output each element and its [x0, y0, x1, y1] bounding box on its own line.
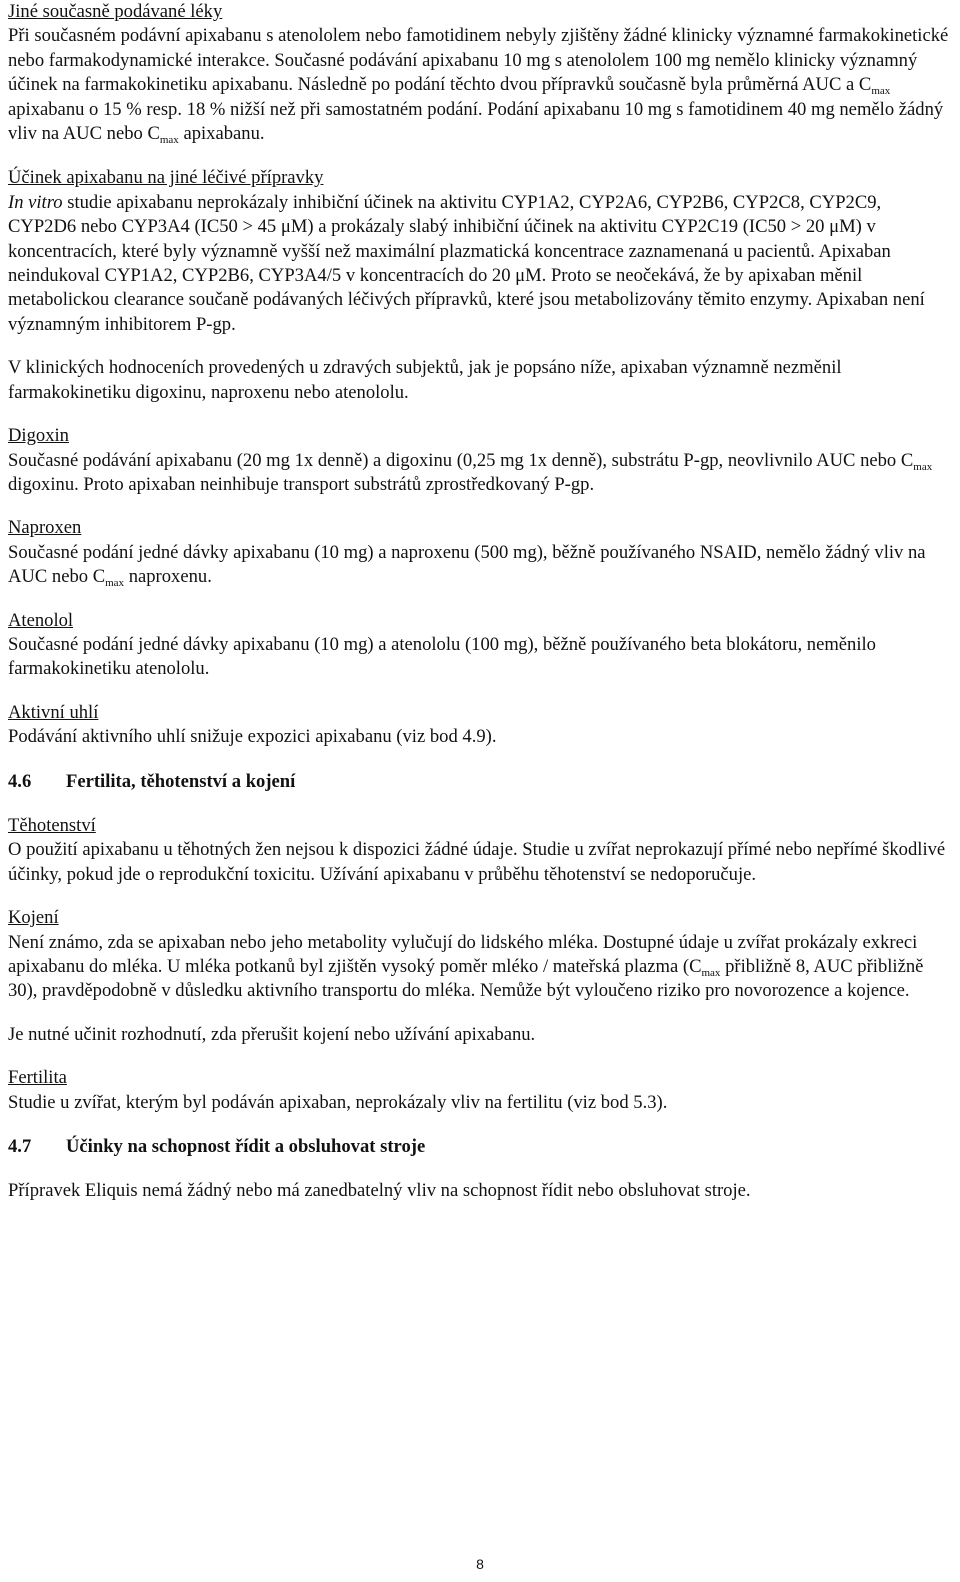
subheading-digoxin: Digoxin [8, 425, 69, 447]
text-run: apixabanu o 15 % resp. 18 % nižší než při samostatném podání. Podání apixabanu 10 mg s famotidinem 40 mg nemělo žádný vliv na AUC nebo C [8, 98, 944, 145]
paragraph-driving: Přípravek Eliquis nemá žádný nebo má zanedbatelný vliv na schopnost řídit nebo obsluhovat stroje. [8, 1180, 751, 1202]
subheading-pregnancy: Těhotenství [8, 814, 96, 836]
section-naproxen [8, 516, 953, 589]
section-heading-4-6 [8, 770, 953, 794]
section-fertility [8, 1066, 953, 1115]
subheading-atenolol: Atenolol [8, 609, 74, 631]
paragraph-charcoal: Podávání aktivního uhlí snižuje expozici apixabanu (viz bod 4.9). [8, 726, 497, 748]
section-digoxin [8, 424, 953, 497]
section-atenolol [8, 609, 953, 682]
text-run: Současné podávání apixabanu (20 mg 1x denně) a digoxinu (0,25 mg 1x denně), substrátu P-gp, neovlivnilo AUC nebo C [8, 449, 914, 471]
text-run: naproxenu. [124, 566, 212, 588]
section-title: Účinky na schopnost řídit a obsluhovat stroje [66, 1136, 426, 1158]
subscript: max [913, 460, 933, 473]
section-pregnancy [8, 814, 953, 887]
section-title: Fertilita, těhotenství a kojení [66, 770, 296, 792]
paragraph-effect [8, 191, 953, 337]
text-run-italic: In vitro [8, 191, 63, 213]
paragraph-decision: Je nutné učinit rozhodnutí, zda přerušit kojení nebo užívání apixabanu. [8, 1023, 536, 1045]
subheading-breastfeeding: Kojení [8, 907, 59, 929]
paragraph-atenolol: Současné podání jedné dávky apixabanu (10 mg) a atenololu (100 mg), běžně používaného beta blokátoru, neměnilo farmakokinetiku atenololu. [8, 633, 876, 680]
paragraph-digoxin [8, 449, 953, 498]
page-number: 8 [476, 1556, 484, 1572]
text-run: studie apixabanu neprokázaly inhibiční účinek na aktivitu CYP1A2, CYP2A6, CYP2B6, CYP2C8, CYP2C9, CYP2D6 nebo CYP3A4 (IC50 > 45 μM) a prokázaly slabý inhibiční účinek na aktivitu CYP2C19 (IC50 > 20 μM) v koncentracích, které byly významně vyšší než maximální plazmatická koncentrace zaznamenaná u pacientů. Apixaban neindukoval CYP1A2, CYP2B6, CYP3A4/5 v koncentracích do 20 μM. Proto se neočekává, že by apixaban měnil metabolickou clearance součaně podávaných léčivých přípravků, které jsou metabolizovány těmito enzymy. Apixaban není významným inhibitorem P-gp. [8, 191, 925, 335]
paragraph-pregnancy: O použití apixabanu u těhotných žen nejsou k dispozici žádné údaje. Studie u zvířat neprokazují přímé nebo nepřímé škodlivé účinky, pokud jde o reprodukční toxicitu. Užívání apixabanu v průběhu těhotenství se nedoporučuje. [8, 839, 946, 885]
paragraph-breastfeeding [8, 931, 953, 1004]
text-run: Při současném podávní apixabanu s atenololem nebo famotidinem nebyly zjištěny žádné klinicky významné farmakokinetické nebo farmakodynamické interakce. Současné podávání apixabanu 10 mg s atenololem 100 mg nemělo klinicky významný účinek na farmakokinetiku apixabanu. Následně po podání těchto dvou přípravků současně byla průměrná AUC a C [8, 25, 949, 96]
subscript: max [105, 577, 125, 590]
paragraph-fertility: Studie u zvířat, kterým byl podáván apixaban, neprokázaly vliv na fertilitu (viz bod 5.3). [8, 1091, 668, 1113]
subheading-charcoal: Aktivní uhlí [8, 701, 99, 723]
subscript: max [701, 967, 721, 979]
subheading-fertility: Fertilita [8, 1067, 67, 1089]
text-run: apixabanu. [178, 123, 265, 145]
paragraph-naproxen [8, 541, 953, 590]
text-run: digoxinu. Proto apixaban neinhibuje transport substrátů zprostředkovaný P-gp. [8, 473, 595, 495]
document-body [8, 0, 953, 1204]
text-run: Není známo, zda se apixaban nebo jeho metabolity vylučují do lidského mléka. Dostupné údaje u zvířat prokázaly exkreci apixabanu do mléka. U mléka potkanů byl zjištěn vysoký poměr mléko / mateřská plazma (C [8, 931, 918, 977]
subscript: max [871, 85, 891, 98]
section-breastfeeding [8, 906, 953, 1004]
subscript: max [159, 134, 179, 147]
section-number: 4.7 [8, 1136, 32, 1158]
section-effect [8, 166, 953, 337]
subheading-other-drugs: Jiné současně podávané léky [8, 1, 223, 22]
paragraph-other-drugs [8, 24, 953, 146]
subheading-effect: Účinek apixabanu na jiné léčivé přípravky [8, 167, 324, 189]
section-charcoal [8, 701, 953, 750]
section-heading-4-7 [8, 1135, 953, 1159]
paragraph-clinical: V klinických hodnoceních provedených u zdravých subjektů, jak je popsáno níže, apixaban významně nezměnil farmakokinetiku digoxinu, naproxenu nebo atenololu. [8, 357, 842, 403]
text-run: Současné podání jedné dávky apixabanu (10 mg) a naproxenu (500 mg), běžně používaného NSAID, nemělo žádný vliv na AUC nebo C [8, 541, 926, 588]
section-other-drugs [8, 0, 953, 146]
section-number: 4.6 [8, 770, 32, 792]
subheading-naproxen: Naproxen [8, 517, 82, 539]
text-run: přibližně 8, AUC přibližně 30), pravděpodobně v důsledku aktivního transportu do mléka. Nemůže být vyloučeno riziko pro novorozence a kojence. [8, 956, 924, 1002]
